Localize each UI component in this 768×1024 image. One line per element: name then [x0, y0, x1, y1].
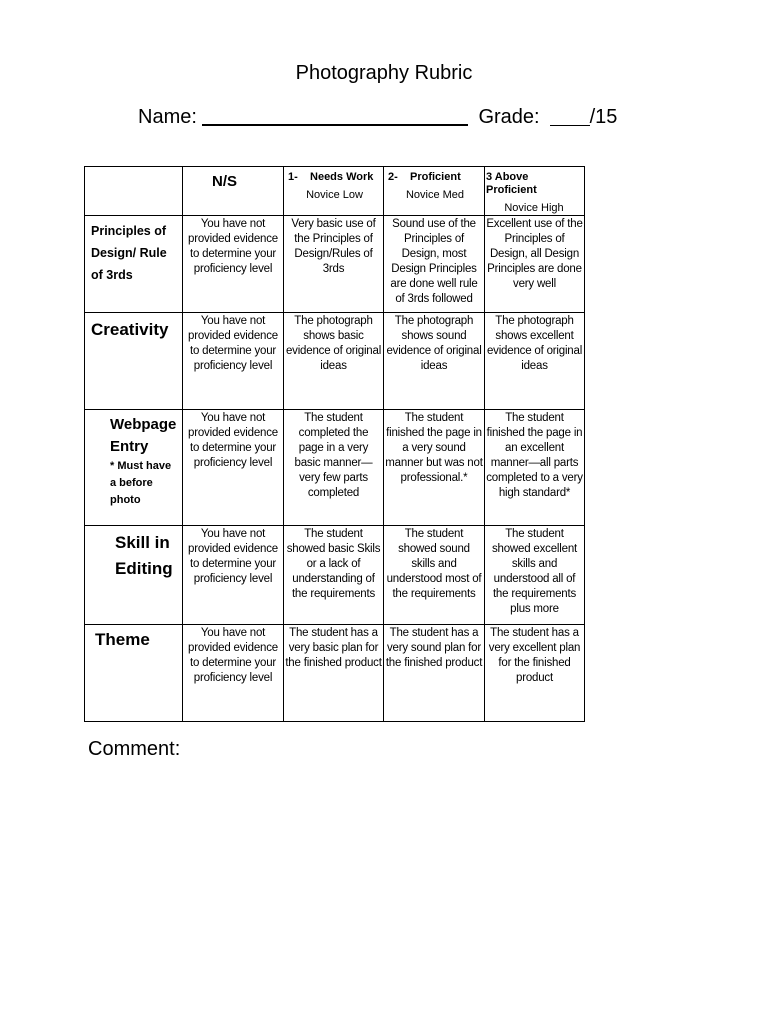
category-line: Principles of — [91, 224, 167, 238]
table-row — [85, 216, 585, 313]
cell-needs-work: The photograph shows basic evidence of original ideas — [284, 313, 384, 410]
header-proficient-title: 2- Proficient — [388, 171, 461, 183]
category-line: Creativity — [91, 320, 169, 339]
grade-blank[interactable] — [550, 107, 590, 126]
name-blank[interactable] — [202, 104, 468, 126]
category-webpage-entry — [85, 410, 183, 526]
grade-total: /15 — [589, 106, 618, 128]
header-proficient-level: Novice Med — [405, 189, 465, 201]
category-theme — [85, 625, 183, 722]
cell-proficient: The student showed sound skills and understood most of the requirements — [384, 526, 485, 625]
table-row — [85, 313, 585, 410]
header-above-proficient-level: Novice High — [504, 202, 564, 214]
header-row — [85, 167, 585, 216]
cell-above-proficient: Excellent use of the Principles of Design, all Design Principles are done very well — [485, 216, 585, 313]
header-above-proficient-title: 3 Above Proficient — [486, 171, 537, 196]
header-needs-work — [284, 167, 384, 216]
category-line: Entry — [110, 438, 149, 455]
cell-needs-work: The student completed the page in a very basic manner—very few parts completed — [284, 410, 384, 526]
category-line: Design/ Rule — [91, 246, 167, 260]
cell-above-proficient: The student has a very excellent plan for the finished product — [485, 625, 585, 722]
header-above-proficient — [485, 167, 585, 216]
cell-ns: You have not provided evidence to determine your proficiency level — [183, 410, 284, 526]
header-ns: N/S — [183, 167, 284, 216]
header-empty-cell — [85, 167, 183, 216]
category-line: Webpage — [110, 416, 177, 433]
cell-ns: You have not provided evidence to determine your proficiency level — [183, 313, 284, 410]
cell-above-proficient: The student showed excellent skills and understood all of the requirements plus more — [485, 526, 585, 625]
header-needs-work-level: Novice Low — [306, 189, 363, 201]
cell-ns: You have not provided evidence to determine your proficiency level — [183, 216, 284, 313]
category-note: * Must have a before photo — [110, 460, 172, 506]
category-line: Skill in — [115, 533, 170, 552]
header-needs-work-title: 1- Needs Work — [288, 171, 374, 183]
name-label: Name: — [138, 106, 197, 128]
table-row — [85, 410, 585, 526]
category-principles — [85, 216, 183, 313]
cell-proficient: The student has a very sound plan for the finished product — [384, 625, 485, 722]
category-creativity — [85, 313, 183, 410]
cell-proficient: Sound use of the Principles of Design, most Design Principles are done well rule of 3rds followed — [384, 216, 485, 313]
grade-label: Grade: — [478, 106, 540, 128]
cell-ns: You have not provided evidence to determine your proficiency level — [183, 526, 284, 625]
cell-needs-work: The student showed basic Skils or a lack of understanding of the requirements — [284, 526, 384, 625]
category-skill-editing — [85, 526, 183, 625]
rubric-table — [84, 166, 585, 722]
cell-proficient: The photograph shows sound evidence of original ideas — [384, 313, 485, 410]
header-proficient — [384, 167, 485, 216]
page-title: Photography Rubric — [295, 62, 473, 84]
category-line: Editing — [115, 559, 173, 578]
name-grade-line — [138, 104, 617, 129]
category-line: Theme — [95, 630, 150, 649]
cell-needs-work: Very basic use of the Principles of Design/Rules of 3rds — [284, 216, 384, 313]
table-row — [85, 526, 585, 625]
category-line: of 3rds — [91, 268, 133, 282]
comment-label: Comment: — [88, 738, 181, 760]
cell-proficient: The student finished the page in a very sound manner but was not professional.* — [384, 410, 485, 526]
cell-above-proficient: The student finished the page in an excellent manner—all parts completed to a very high standard* — [485, 410, 585, 526]
table-row — [85, 625, 585, 722]
cell-needs-work: The student has a very basic plan for the finished product — [284, 625, 384, 722]
cell-ns: You have not provided evidence to determine your proficiency level — [183, 625, 284, 722]
cell-above-proficient: The photograph shows excellent evidence of original ideas — [485, 313, 585, 410]
